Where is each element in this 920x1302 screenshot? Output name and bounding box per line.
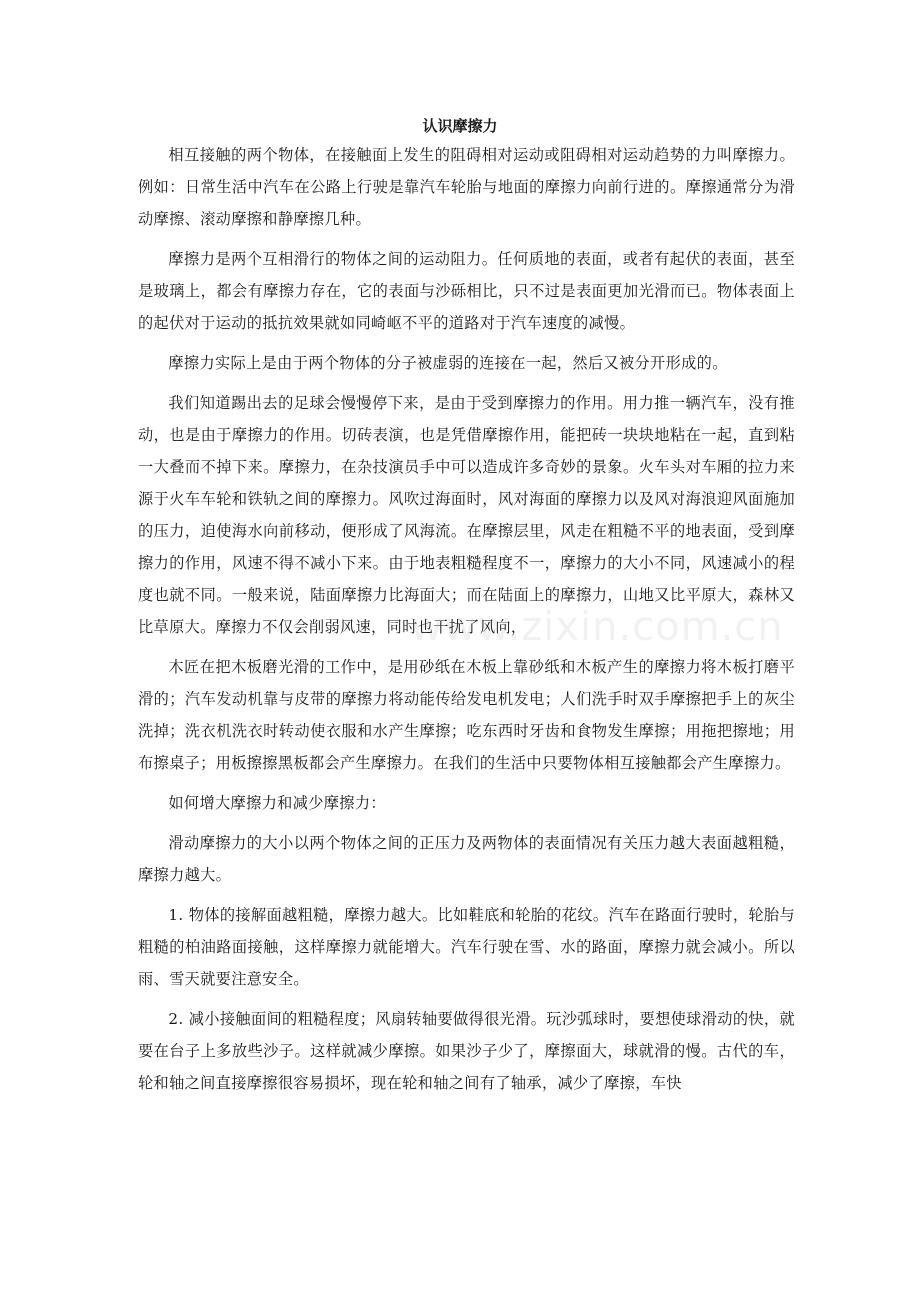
paragraph-4: 我们知道踢出去的足球会慢慢停下来，是由于受到摩擦力的作用。用力推一辆汽车，没有推动，也是由于摩擦力的作用。切砖表演，也是凭借摩擦作用，能把砖一块块地粘在一起，直到粘一大叠而不掉下来。摩擦力，在杂技演员手中可以造成许多奇妙的景象。火车头对车厢的拉力来源于火车车轮和铁轨之间的摩擦力。风吹过海面时，风对海面的摩擦力以及风对海浪迎风面施加的压力，迫使海水向前移动，便形成了风海流。在摩擦层里，风走在粗糙不平的地表面，受到摩擦力的作用，风速不得不减小下来。由于地表粗糙程度不一，摩擦力的大小不同，风速减小的程度也就不同。一般来说，陆面摩擦力比海面大；而在陆面上的摩擦力，山地又比平原大，森林又比草原大。摩擦力不仅会削弱风速，同时也干扰了风向， bbox=[138, 394, 795, 636]
document-title: 认识摩擦力 bbox=[422, 117, 498, 135]
paragraph-2: 摩擦力是两个互相滑行的物体之间的运动阻力。任何质地的表面，或者有起伏的表面，甚至是玻璃上，都会有摩擦力存在，它的表面与沙砾相比，只不过是表面更加光滑而已。物体表面上的起伏对于运动的抵抗效果就如同崎岖不平的道路对于汽车速度的减慢。 bbox=[138, 250, 795, 332]
paragraph-7: 滑动摩擦力的大小以两个物体之间的正压力及两物体的表面情况有关压力越大表面越粗糙，摩擦力越大。 bbox=[138, 834, 795, 884]
document-body bbox=[138, 139, 795, 1107]
paragraph-5: 木匠在把木板磨光滑的工作中，是用砂纸在木板上靠砂纸和木板产生的摩擦力将木板打磨平滑的；汽车发动机靠与皮带的摩擦力将动能传给发电机发电；人们洗手时双手摩擦把手上的灰尘洗掉；洗衣机洗衣时转动使衣服和水产生摩擦；吃东西时牙齿和食物发生摩擦；用拖把擦地；用布擦桌子；用板擦擦黑板都会产生摩擦力。在我们的生活中只要物体相互接触都会产生摩擦力。 bbox=[138, 658, 795, 772]
paragraph-9: 2. 减小接触面间的粗糙程度；风扇转轴要做得很光滑。玩沙弧球时，要想使球滑动的快，就要在台子上多放些沙子。这样就减少摩擦。如果沙子少了，摩擦面大，球就滑的慢。古代的车，轮和轴之间直接摩擦很容易损坏，现在轮和轴之间有了轴承，减少了摩擦，车快 bbox=[138, 1010, 795, 1092]
paragraph-3: 摩擦力实际上是由于两个物体的分子被虚弱的连接在一起，然后又被分开形成的。 bbox=[168, 354, 728, 372]
paragraph-1: 相互接触的两个物体，在接触面上发生的阻碍相对运动或阻碍相对运动趋势的力叫摩擦力。例如：日常生活中汽车在公路上行驶是靠汽车轮胎与地面的摩擦力向前行进的。摩擦通常分为滑动摩擦、滚动摩擦和静摩擦几种。 bbox=[138, 146, 795, 228]
watermark-text: www.zixin.com.cn bbox=[410, 604, 784, 650]
paragraph-8: 1. 物体的接解面越粗糙，摩擦力越大。比如鞋底和轮胎的花纹。汽车在路面行驶时，轮胎与粗糙的柏油路面接触，这样摩擦力就能增大。汽车行驶在雪、水的路面，摩擦力就会减小。所以雨、雪天就要注意安全。 bbox=[138, 906, 795, 988]
paragraph-6: 如何增大摩擦力和减少摩擦力： bbox=[168, 794, 386, 812]
